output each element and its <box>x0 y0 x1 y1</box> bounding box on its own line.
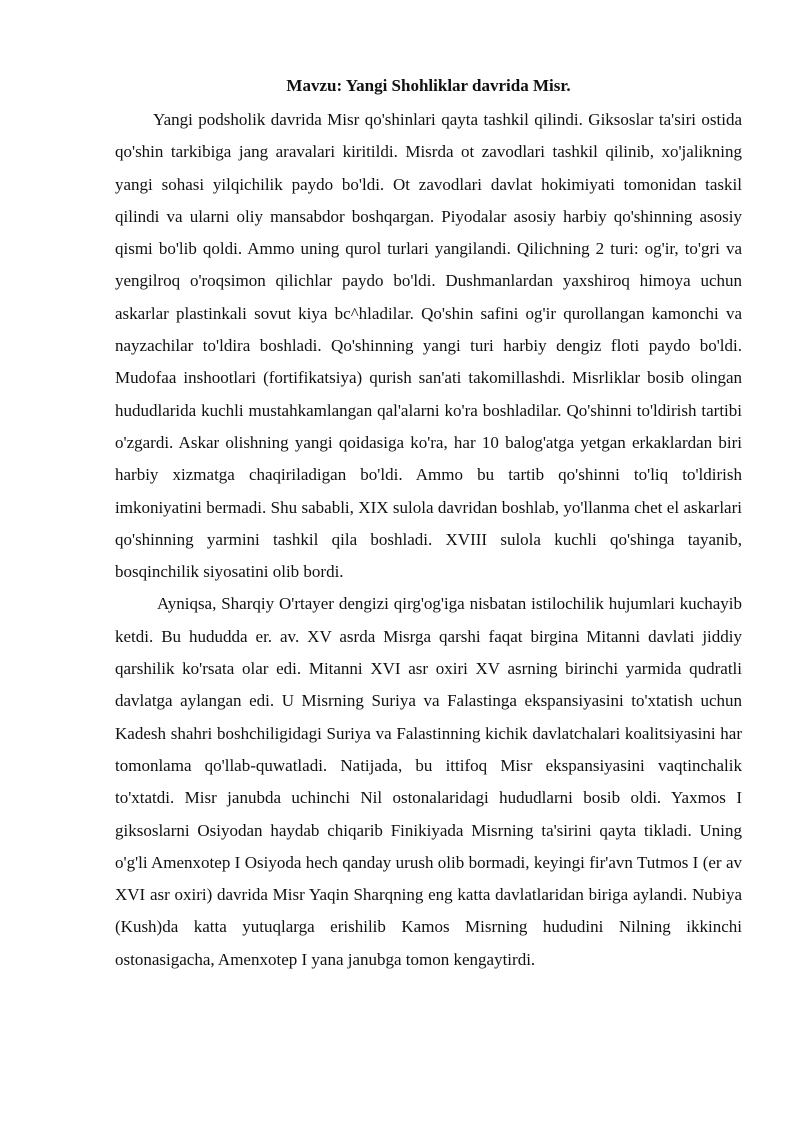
document-page <box>115 76 742 976</box>
paragraph-2: Ayniqsa, Sharqiy O'rtayer dengizi qirg'og'iga nisbatan istilochilik hujumlari kuchayib ketdi. Bu hududda er. av. XV asrda Misrga qarshi faqat birgina Mitanni davlati jiddiy qarshilik ko'rsata olar edi. Mitanni XVI asr oxiri XV asrning birinchi yarmida qudratli davlatga aylangan edi. U Misrning Suriya va Falastinga ekspansiyasini to'xtatish uchun Kadesh shahri boshchiligidagi Suriya va Falastinning kichik davlatchalari koalitsiyasini har tomonlama qo'llab-quwatladi. Natijada, bu ittifoq Misr ekspansiyasini vaqtinchalik to'xtatdi. Misr janubda uchinchi Nil ostonalaridagi hududlarni bosib oldi. Yaxmos I giksoslarni Osiyodan haydab chiqarib Finikiyada Misrning ta'sirini qayta tikladi. Uning o'g'li Amenxotep I Osiyoda hech qanday urush olib bormadi, keyingi fir'avn Tutmos I (er av XVI asr oxiri) davrida Misr Yaqin Sharqning eng katta davlatlaridan biriga aylandi. Nubiya (Kush)da katta yutuqlarga erishilib Kamos Misrning hududini Nilning ikkinchi ostonasigacha, Amenxotep I yana janubga tomon kengaytirdi. <box>115 594 742 969</box>
document-title: Mavzu: Yangi Shohliklar davrida Misr. <box>286 76 571 95</box>
paragraph-1: Yangi podsholik davrida Misr qo'shinlari qayta tashkil qilindi. Giksoslar ta'siri ostida qo'shin tarkibiga jang aravalari kiritildi. Misrda ot zavodlari tashkil qilinib, xo'jalikning yangi sohasi yilqichilik paydo bo'ldi. Ot zavodlari davlat hokimiyati tomonidan taskil qilindi va ularni oliy mansabdor boshqargan. Piyodalar asosiy harbiy qo'shinning asosiy qismi bo'lib qoldi. Ammo uning qurol turlari yangilandi. Qilichning 2 turi: og'ir, to'gri va yengilroq o'roqsimon qilichlar paydo bo'ldi. Dushmanlardan yaxshiroq himoya uchun askarlar plastinkali sovut kiya bc^hladilar. Qo'shin safini og'ir qurollangan kamonchi va nayzachilar to'ldira boshladi. Qo'shinning yangi turi harbiy dengiz floti paydo bo'ldi. Mudofaa inshootlari (fortifikatsiya) qurish san'ati takomillashdi. Misrliklar bosib olingan hududlarida kuchli mustahkamlangan qal'alarni ko'ra boshladilar. Qo'shinni to'ldirish tartibi o'zgardi. Askar olishning yangi qoidasiga ko'ra, har 10 balog'atga yetgan erkaklardan biri harbiy xizmatga chaqiriladigan bo'ldi. Ammo bu tartib qo'shinni to'liq to'ldirish imkoniyatini bermadi. Shu sababli, XIX sulola davridan boshlab, yo'llanma chet el askarlari qo'shinning yarmini tashkil qila boshladi. XVIII sulola kuchli qo'shinga tayanib, bosqinchilik siyosatini olib bordi. <box>115 110 742 582</box>
